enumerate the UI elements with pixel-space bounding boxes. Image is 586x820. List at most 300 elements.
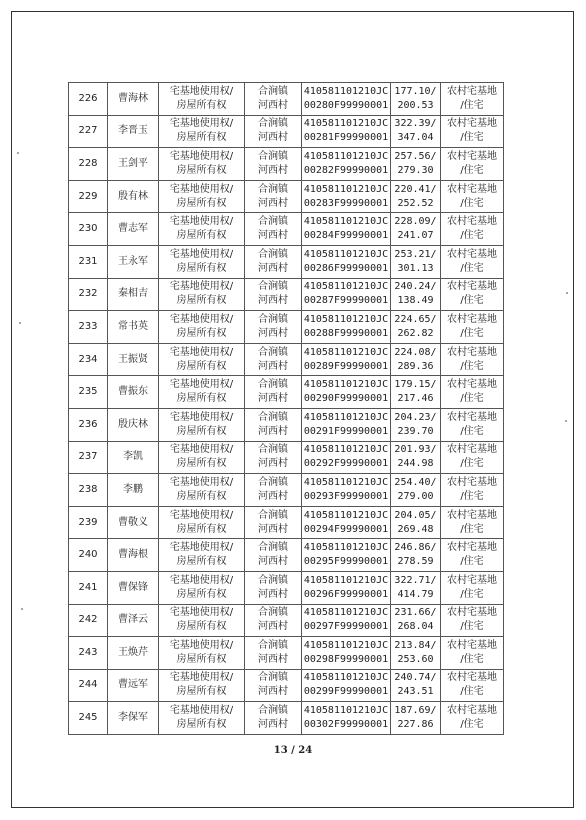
owner-name-cell xyxy=(108,571,159,604)
land-use-text: 农村宅基地 xyxy=(447,607,497,619)
land-use-cell xyxy=(441,278,504,311)
right-type-cell xyxy=(159,702,245,735)
unit-code-text: 410581101210JC xyxy=(303,705,389,717)
unit-code-text: 00281F99990001 xyxy=(303,132,389,144)
land-use-cell xyxy=(441,408,504,441)
location-text: 河西村 xyxy=(258,197,288,209)
area-text: 262.82 xyxy=(397,327,434,339)
location-text: 河西村 xyxy=(258,458,288,470)
row-number-text: 244 xyxy=(78,679,98,691)
row-number-text: 235 xyxy=(78,386,98,398)
right-type-text: 房屋所有权 xyxy=(176,197,227,209)
location-cell xyxy=(245,604,302,637)
location-text: 河西村 xyxy=(258,132,288,144)
right-type-text: 房屋所有权 xyxy=(176,490,227,502)
right-type-text: 房屋所有权 xyxy=(176,653,227,665)
location-text: 合涧镇 xyxy=(258,444,288,456)
table-row xyxy=(69,702,504,735)
right-type-text: 宅基地使用权/ xyxy=(169,411,234,423)
location-text: 合涧镇 xyxy=(258,216,288,228)
row-number-cell xyxy=(69,669,108,702)
area-text: 289.36 xyxy=(397,360,434,372)
owner-name-text: 李保军 xyxy=(118,712,148,724)
right-type-cell xyxy=(159,115,245,148)
owner-name-text: 李晋玉 xyxy=(118,125,148,137)
area-cell xyxy=(391,213,441,246)
area-text: 138.49 xyxy=(397,295,434,307)
area-text: 268.04 xyxy=(397,621,434,633)
area-text: 279.30 xyxy=(397,164,434,176)
area-cell xyxy=(391,408,441,441)
area-cell xyxy=(391,539,441,572)
right-type-text: 宅基地使用权/ xyxy=(169,216,234,228)
owner-name-cell xyxy=(108,148,159,181)
unit-code-cell xyxy=(302,245,391,278)
land-use-cell xyxy=(441,539,504,572)
unit-code-cell xyxy=(302,278,391,311)
row-number-text: 227 xyxy=(78,125,98,137)
right-type-text: 房屋所有权 xyxy=(176,393,227,405)
row-number-cell xyxy=(69,83,108,116)
table-row xyxy=(69,669,504,702)
area-cell xyxy=(391,83,441,116)
row-number-text: 236 xyxy=(78,418,98,430)
unit-code-cell xyxy=(302,343,391,376)
right-type-text: 房屋所有权 xyxy=(176,523,227,535)
land-use-cell xyxy=(441,506,504,539)
unit-code-text: 410581101210JC xyxy=(303,150,389,162)
area-cell xyxy=(391,474,441,507)
land-use-text: /住宅 xyxy=(460,490,484,502)
area-cell xyxy=(391,637,441,670)
land-use-text: 农村宅基地 xyxy=(447,313,497,325)
land-use-text: /住宅 xyxy=(460,99,484,111)
right-type-text: 房屋所有权 xyxy=(176,360,227,372)
area-text: 220.41/ xyxy=(394,183,437,195)
row-number-cell xyxy=(69,148,108,181)
right-type-cell xyxy=(159,571,245,604)
location-cell xyxy=(245,278,302,311)
owner-name-text: 李凯 xyxy=(123,451,143,463)
row-number-cell xyxy=(69,245,108,278)
right-type-text: 宅基地使用权/ xyxy=(169,281,234,293)
area-cell xyxy=(391,571,441,604)
area-text: 322.39/ xyxy=(394,118,437,130)
area-cell xyxy=(391,604,441,637)
owner-name-text: 曹海林 xyxy=(118,92,148,104)
right-type-text: 宅基地使用权/ xyxy=(169,85,234,97)
unit-code-text: 410581101210JC xyxy=(303,85,389,97)
row-number-text: 241 xyxy=(78,581,98,593)
row-number-text: 231 xyxy=(78,255,98,267)
row-number-cell xyxy=(69,441,108,474)
area-cell xyxy=(391,278,441,311)
row-number-cell xyxy=(69,539,108,572)
land-use-cell xyxy=(441,474,504,507)
area-text: 241.07 xyxy=(397,230,434,242)
unit-code-text: 410581101210JC xyxy=(303,639,389,651)
right-type-cell xyxy=(159,148,245,181)
location-text: 河西村 xyxy=(258,523,288,535)
unit-code-text: 00298F99990001 xyxy=(303,653,389,665)
land-use-text: /住宅 xyxy=(460,686,484,698)
table-row xyxy=(69,506,504,539)
area-text: 257.56/ xyxy=(394,150,437,162)
owner-name-text: 李鹏 xyxy=(123,483,143,495)
unit-code-text: 00288F99990001 xyxy=(303,327,389,339)
table-row xyxy=(69,604,504,637)
land-use-text: /住宅 xyxy=(460,197,484,209)
unit-code-text: 00286F99990001 xyxy=(303,262,389,274)
land-use-cell xyxy=(441,637,504,670)
area-text: 224.65/ xyxy=(394,313,437,325)
registration-table xyxy=(68,82,504,735)
row-number-text: 226 xyxy=(78,92,98,104)
area-cell xyxy=(391,115,441,148)
unit-code-text: 410581101210JC xyxy=(303,607,389,619)
location-text: 河西村 xyxy=(258,295,288,307)
location-text: 河西村 xyxy=(258,99,288,111)
row-number-text: 237 xyxy=(78,451,98,463)
owner-name-text: 常书英 xyxy=(118,320,148,332)
row-number-text: 230 xyxy=(78,223,98,235)
right-type-cell xyxy=(159,213,245,246)
land-use-cell xyxy=(441,245,504,278)
land-use-text: /住宅 xyxy=(460,556,484,568)
owner-name-text: 曹志军 xyxy=(118,223,148,235)
location-cell xyxy=(245,148,302,181)
owner-name-cell xyxy=(108,213,159,246)
right-type-text: 宅基地使用权/ xyxy=(169,672,234,684)
unit-code-text: 00289F99990001 xyxy=(303,360,389,372)
right-type-cell xyxy=(159,637,245,670)
row-number-cell xyxy=(69,637,108,670)
owner-name-text: 曹振东 xyxy=(118,386,148,398)
land-use-text: /住宅 xyxy=(460,295,484,307)
right-type-cell xyxy=(159,441,245,474)
row-number-cell xyxy=(69,702,108,735)
area-text: 253.60 xyxy=(397,653,434,665)
land-use-text: 农村宅基地 xyxy=(447,476,497,488)
land-use-cell xyxy=(441,148,504,181)
land-use-text: /住宅 xyxy=(460,458,484,470)
land-use-cell xyxy=(441,213,504,246)
area-text: 240.24/ xyxy=(394,281,437,293)
unit-code-text: 410581101210JC xyxy=(303,216,389,228)
land-use-text: 农村宅基地 xyxy=(447,379,497,391)
table-row xyxy=(69,376,504,409)
unit-code-text: 00280F99990001 xyxy=(303,99,389,111)
area-cell xyxy=(391,245,441,278)
land-use-text: 农村宅基地 xyxy=(447,248,497,260)
land-use-text: 农村宅基地 xyxy=(447,281,497,293)
unit-code-text: 410581101210JC xyxy=(303,281,389,293)
location-text: 合涧镇 xyxy=(258,542,288,554)
area-cell xyxy=(391,148,441,181)
unit-code-cell xyxy=(302,539,391,572)
unit-code-cell xyxy=(302,83,391,116)
owner-name-cell xyxy=(108,83,159,116)
row-number-cell xyxy=(69,571,108,604)
area-text: 239.70 xyxy=(397,425,434,437)
right-type-text: 宅基地使用权/ xyxy=(169,444,234,456)
location-cell xyxy=(245,474,302,507)
unit-code-cell xyxy=(302,376,391,409)
right-type-cell xyxy=(159,408,245,441)
unit-code-cell xyxy=(302,637,391,670)
location-cell xyxy=(245,571,302,604)
land-use-text: /住宅 xyxy=(460,425,484,437)
location-cell xyxy=(245,376,302,409)
land-use-text: 农村宅基地 xyxy=(447,705,497,717)
row-number-cell xyxy=(69,474,108,507)
right-type-cell xyxy=(159,278,245,311)
location-text: 合涧镇 xyxy=(258,411,288,423)
location-text: 合涧镇 xyxy=(258,509,288,521)
right-type-text: 房屋所有权 xyxy=(176,164,227,176)
scan-speck xyxy=(19,322,21,324)
land-use-text: 农村宅基地 xyxy=(447,509,497,521)
location-text: 合涧镇 xyxy=(258,346,288,358)
unit-code-text: 410581101210JC xyxy=(303,542,389,554)
right-type-cell xyxy=(159,506,245,539)
land-use-text: 农村宅基地 xyxy=(447,346,497,358)
area-text: 179.15/ xyxy=(394,379,437,391)
location-cell xyxy=(245,83,302,116)
owner-name-text: 曹泽云 xyxy=(118,614,148,626)
owner-name-cell xyxy=(108,506,159,539)
area-text: 240.74/ xyxy=(394,672,437,684)
unit-code-text: 410581101210JC xyxy=(303,411,389,423)
right-type-text: 房屋所有权 xyxy=(176,458,227,470)
right-type-text: 宅基地使用权/ xyxy=(169,379,234,391)
unit-code-text: 00302F99990001 xyxy=(303,719,389,731)
area-text: 279.00 xyxy=(397,490,434,502)
row-number-cell xyxy=(69,115,108,148)
land-use-text: 农村宅基地 xyxy=(447,118,497,130)
land-use-text: /住宅 xyxy=(460,327,484,339)
row-number-text: 233 xyxy=(78,320,98,332)
location-text: 河西村 xyxy=(258,621,288,633)
unit-code-text: 00294F99990001 xyxy=(303,523,389,535)
right-type-cell xyxy=(159,474,245,507)
land-use-cell xyxy=(441,669,504,702)
owner-name-cell xyxy=(108,539,159,572)
area-text: 322.71/ xyxy=(394,574,437,586)
unit-code-text: 00283F99990001 xyxy=(303,197,389,209)
location-text: 合涧镇 xyxy=(258,85,288,97)
row-number-cell xyxy=(69,180,108,213)
unit-code-text: 00297F99990001 xyxy=(303,621,389,633)
area-text: 246.86/ xyxy=(394,542,437,554)
location-cell xyxy=(245,343,302,376)
location-text: 河西村 xyxy=(258,262,288,274)
unit-code-cell xyxy=(302,311,391,344)
owner-name-text: 王振贤 xyxy=(118,353,148,365)
row-number-cell xyxy=(69,604,108,637)
row-number-text: 239 xyxy=(78,516,98,528)
owner-name-cell xyxy=(108,115,159,148)
location-text: 合涧镇 xyxy=(258,248,288,260)
location-text: 合涧镇 xyxy=(258,476,288,488)
right-type-text: 房屋所有权 xyxy=(176,327,227,339)
area-cell xyxy=(391,311,441,344)
owner-name-text: 秦相吉 xyxy=(118,288,148,300)
owner-name-cell xyxy=(108,180,159,213)
unit-code-text: 00284F99990001 xyxy=(303,230,389,242)
area-cell xyxy=(391,441,441,474)
owner-name-cell xyxy=(108,604,159,637)
location-cell xyxy=(245,245,302,278)
right-type-text: 宅基地使用权/ xyxy=(169,574,234,586)
unit-code-text: 00290F99990001 xyxy=(303,393,389,405)
unit-code-cell xyxy=(302,571,391,604)
right-type-text: 房屋所有权 xyxy=(176,295,227,307)
area-text: 201.93/ xyxy=(394,444,437,456)
location-text: 河西村 xyxy=(258,393,288,405)
location-text: 合涧镇 xyxy=(258,672,288,684)
location-cell xyxy=(245,311,302,344)
location-cell xyxy=(245,441,302,474)
row-number-text: 232 xyxy=(78,288,98,300)
right-type-cell xyxy=(159,245,245,278)
unit-code-text: 00295F99990001 xyxy=(303,556,389,568)
land-use-text: /住宅 xyxy=(460,262,484,274)
land-use-text: /住宅 xyxy=(460,360,484,372)
area-cell xyxy=(391,376,441,409)
area-cell xyxy=(391,343,441,376)
unit-code-cell xyxy=(302,702,391,735)
right-type-text: 房屋所有权 xyxy=(176,719,227,731)
area-text: 177.10/ xyxy=(394,85,437,97)
location-text: 合涧镇 xyxy=(258,574,288,586)
location-text: 合涧镇 xyxy=(258,150,288,162)
location-text: 合涧镇 xyxy=(258,639,288,651)
right-type-text: 房屋所有权 xyxy=(176,230,227,242)
right-type-text: 宅基地使用权/ xyxy=(169,542,234,554)
unit-code-text: 00293F99990001 xyxy=(303,490,389,502)
land-use-text: 农村宅基地 xyxy=(447,85,497,97)
land-use-cell xyxy=(441,115,504,148)
right-type-cell xyxy=(159,311,245,344)
area-cell xyxy=(391,702,441,735)
unit-code-text: 00292F99990001 xyxy=(303,458,389,470)
right-type-text: 房屋所有权 xyxy=(176,556,227,568)
area-cell xyxy=(391,506,441,539)
location-text: 合涧镇 xyxy=(258,313,288,325)
right-type-cell xyxy=(159,604,245,637)
table-row xyxy=(69,637,504,670)
unit-code-text: 410581101210JC xyxy=(303,346,389,358)
area-text: 278.59 xyxy=(397,556,434,568)
row-number-text: 228 xyxy=(78,157,98,169)
location-text: 河西村 xyxy=(258,230,288,242)
owner-name-cell xyxy=(108,637,159,670)
owner-name-cell xyxy=(108,343,159,376)
unit-code-text: 00299F99990001 xyxy=(303,686,389,698)
unit-code-text: 410581101210JC xyxy=(303,248,389,260)
right-type-text: 房屋所有权 xyxy=(176,262,227,274)
land-use-text: /住宅 xyxy=(460,164,484,176)
area-text: 187.69/ xyxy=(394,705,437,717)
unit-code-cell xyxy=(302,213,391,246)
right-type-cell xyxy=(159,376,245,409)
unit-code-text: 00287F99990001 xyxy=(303,295,389,307)
row-number-text: 229 xyxy=(78,190,98,202)
area-cell xyxy=(391,180,441,213)
unit-code-text: 410581101210JC xyxy=(303,118,389,130)
right-type-text: 宅基地使用权/ xyxy=(169,607,234,619)
table-row xyxy=(69,571,504,604)
unit-code-cell xyxy=(302,669,391,702)
unit-code-text: 00291F99990001 xyxy=(303,425,389,437)
row-number-text: 242 xyxy=(78,614,98,626)
location-text: 合涧镇 xyxy=(258,607,288,619)
right-type-cell xyxy=(159,343,245,376)
land-use-text: 农村宅基地 xyxy=(447,216,497,228)
owner-name-text: 曹保锋 xyxy=(118,581,148,593)
right-type-text: 房屋所有权 xyxy=(176,425,227,437)
right-type-text: 房屋所有权 xyxy=(176,132,227,144)
right-type-cell xyxy=(159,539,245,572)
unit-code-cell xyxy=(302,506,391,539)
land-use-text: 农村宅基地 xyxy=(447,639,497,651)
owner-name-text: 王永军 xyxy=(118,255,148,267)
area-text: 227.86 xyxy=(397,719,434,731)
area-text: 243.51 xyxy=(397,686,434,698)
unit-code-text: 00296F99990001 xyxy=(303,588,389,600)
area-text: 224.08/ xyxy=(394,346,437,358)
area-text: 217.46 xyxy=(397,393,434,405)
location-cell xyxy=(245,115,302,148)
location-text: 河西村 xyxy=(258,360,288,372)
unit-code-cell xyxy=(302,148,391,181)
row-number-cell xyxy=(69,506,108,539)
land-use-text: /住宅 xyxy=(460,230,484,242)
location-text: 河西村 xyxy=(258,490,288,502)
right-type-text: 房屋所有权 xyxy=(176,686,227,698)
row-number-cell xyxy=(69,376,108,409)
location-text: 合涧镇 xyxy=(258,281,288,293)
area-text: 200.53 xyxy=(397,99,434,111)
right-type-text: 宅基地使用权/ xyxy=(169,183,234,195)
location-cell xyxy=(245,702,302,735)
right-type-text: 宅基地使用权/ xyxy=(169,346,234,358)
land-use-cell xyxy=(441,83,504,116)
unit-code-text: 410581101210JC xyxy=(303,379,389,391)
owner-name-cell xyxy=(108,474,159,507)
right-type-text: 房屋所有权 xyxy=(176,621,227,633)
location-cell xyxy=(245,637,302,670)
row-number-text: 238 xyxy=(78,483,98,495)
location-text: 河西村 xyxy=(258,653,288,665)
land-use-text: 农村宅基地 xyxy=(447,444,497,456)
area-text: 347.04 xyxy=(397,132,434,144)
area-text: 204.05/ xyxy=(394,509,437,521)
land-use-cell xyxy=(441,311,504,344)
unit-code-text: 410581101210JC xyxy=(303,476,389,488)
unit-code-text: 00282F99990001 xyxy=(303,164,389,176)
right-type-text: 宅基地使用权/ xyxy=(169,509,234,521)
land-use-cell xyxy=(441,343,504,376)
row-number-text: 234 xyxy=(78,353,98,365)
area-text: 213.84/ xyxy=(394,639,437,651)
table-row xyxy=(69,278,504,311)
area-text: 301.13 xyxy=(397,262,434,274)
location-cell xyxy=(245,408,302,441)
row-number-cell xyxy=(69,408,108,441)
owner-name-cell xyxy=(108,311,159,344)
